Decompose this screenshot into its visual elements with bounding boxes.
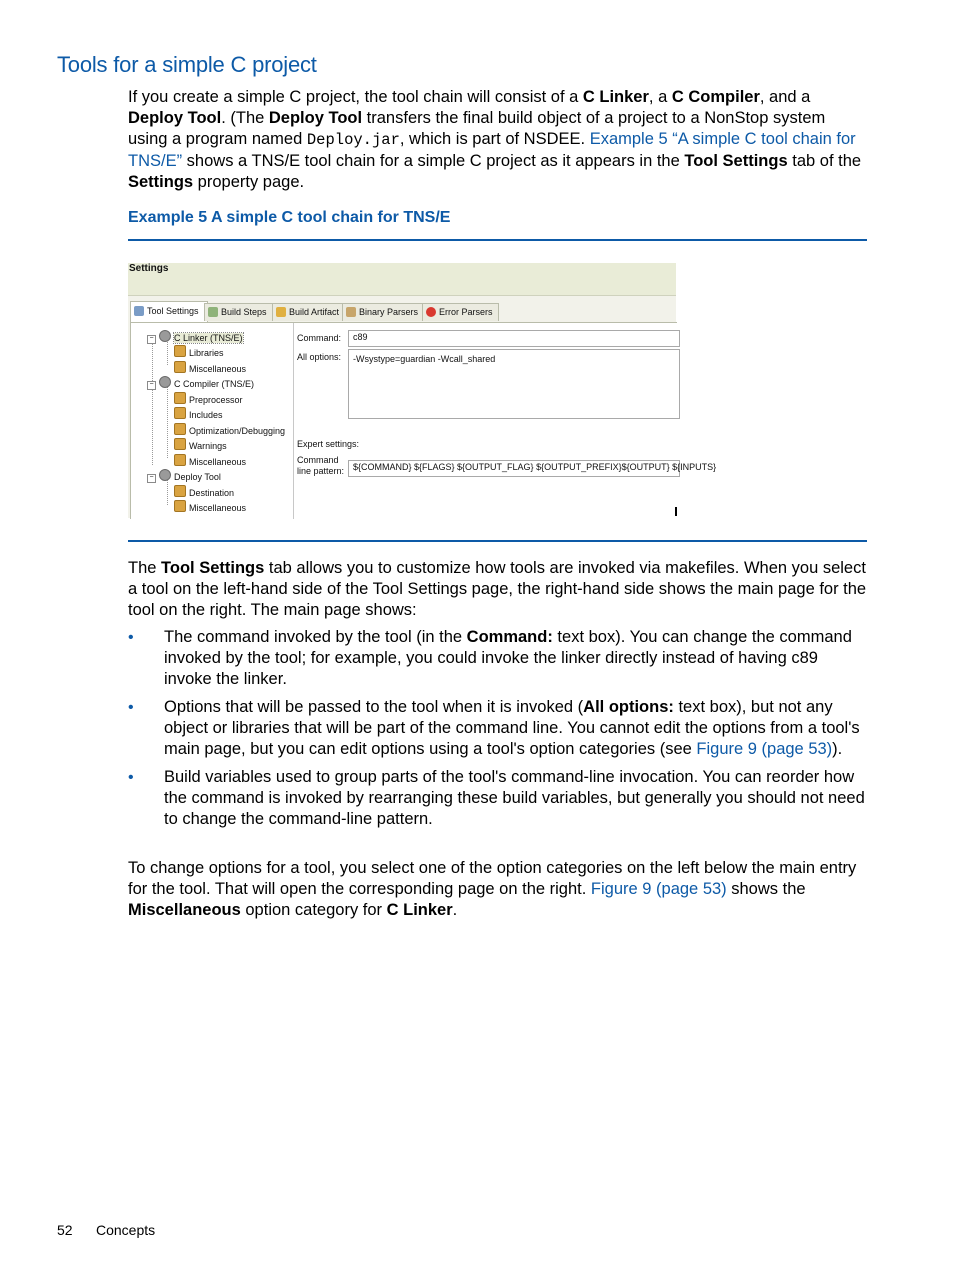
bullet-list (128, 627, 868, 837)
tree-item-miscellaneous[interactable]: Miscellaneous (174, 454, 246, 468)
list-item: • Build variables used to group parts of the tool's command-line invocation. You can reorder how the command is invoked by rearranging these build variables, but generally you should not need to change the command-line pattern. (128, 768, 865, 828)
build-steps-icon (208, 307, 218, 317)
list-item: • The command invoked by the tool (in the Command: text box). You can change the command invoked by the tool; for example, you could invoke the linker directly instead of having c89 invoke the linker. (128, 628, 852, 688)
text-cursor (675, 507, 677, 516)
option-category-icon (174, 454, 186, 466)
gear-icon (159, 469, 171, 481)
settings-header-title: Settings (129, 263, 169, 274)
tool-settings-panel (130, 322, 717, 519)
error-parsers-icon (426, 307, 436, 317)
tree-item-miscellaneous[interactable]: Miscellaneous (174, 361, 246, 375)
gear-icon (159, 376, 171, 388)
tree-item-c-compiler[interactable]: − C Compiler (TNS/E) (147, 376, 254, 390)
option-category-icon (174, 485, 186, 497)
example-bottom-rule (128, 540, 867, 542)
example-title: Example 5 A simple C tool chain for TNS/E (128, 209, 451, 226)
tree-item-preprocessor[interactable]: Preprocessor (174, 392, 243, 406)
option-category-icon (174, 407, 186, 419)
all-options-textbox: -Wsystype=guardian -Wcall_shared (348, 349, 680, 419)
option-category-icon (174, 345, 186, 357)
command-line-pattern-input[interactable]: ${COMMAND} ${FLAGS} ${OUTPUT_FLAG} ${OUTPUT_PREFIX}${OUTPUT} ${INPUTS} (348, 460, 680, 477)
figure-9-link[interactable]: Figure 9 (page 53) (590, 880, 727, 898)
body-paragraph-2: To change options for a tool, you select one of the option categories on the left below the main entry for the tool. That will open the corresponding page on the right. Figure 9 (page 53) shows the Miscellaneous option category for C Linker. (128, 859, 857, 919)
tree-connector (167, 386, 168, 458)
settings-body (128, 296, 717, 518)
tool-tree (131, 323, 294, 519)
command-input[interactable]: c89 (348, 330, 680, 347)
command-line-pattern-label: Command (297, 455, 339, 465)
tree-item-libraries[interactable]: Libraries (174, 345, 224, 359)
command-line-pattern-label-2: line pattern: (297, 466, 345, 476)
command-label: Command: (297, 333, 342, 343)
example-top-rule (128, 239, 867, 241)
section-heading: Tools for a simple C project (57, 52, 317, 77)
figure-9-link[interactable]: Figure 9 (page 53) (696, 740, 833, 758)
tree-connector (152, 339, 153, 465)
tab-error-parsers[interactable]: Error Parsers (422, 303, 499, 321)
option-category-icon (174, 361, 186, 373)
build-artifact-icon (276, 307, 286, 317)
expert-settings-label: Expert settings: (297, 439, 360, 449)
tab-binary-parsers[interactable]: Binary Parsers (342, 303, 426, 321)
tree-item-warnings[interactable]: Warnings (174, 438, 227, 452)
tree-item-miscellaneous[interactable]: Miscellaneous (174, 500, 246, 514)
collapse-icon[interactable]: − (147, 474, 156, 483)
collapse-icon[interactable]: − (147, 381, 156, 390)
gear-icon (159, 330, 171, 342)
footer-section-name: Concepts (96, 1222, 156, 1238)
bullet-icon: • (128, 699, 134, 716)
option-category-icon (174, 423, 186, 435)
intro-paragraph: If you create a simple C project, the tool chain will consist of a C Linker, a C Compiler, and a Deploy Tool. (The Deploy Tool transfers the final build object of a project to a NonStop system using a program named Deploy.jar, which is part of NSDEE. Example 5 “A simple C tool chain for TNS/E” shows a TNS/E tool chain for a simple C project as it appears in the Tool Settings tab of the Settings property page. (128, 88, 862, 191)
settings-screenshot-figure (128, 263, 717, 518)
body-paragraph-1: The Tool Settings tab allows you to customize how tools are invoked via makefiles. When you select a tool on the left-hand side of the Tool Settings page, the right-hand side shows the main page for the tool on the right. The main page shows: (128, 559, 867, 619)
tree-item-includes[interactable]: Includes (174, 407, 223, 421)
tree-item-destination[interactable]: Destination (174, 485, 234, 499)
tree-item-c-linker[interactable]: − C Linker (TNS/E) (147, 330, 243, 344)
option-category-icon (174, 438, 186, 450)
collapse-icon[interactable]: − (147, 335, 156, 344)
page-number: 52 (57, 1222, 73, 1238)
tree-item-optimization-debugging[interactable]: Optimization/Debugging (174, 423, 285, 437)
option-category-icon (174, 500, 186, 512)
tab-build-steps[interactable]: Build Steps (204, 303, 275, 321)
tab-build-artifact[interactable]: Build Artifact (272, 303, 345, 321)
option-category-icon (174, 392, 186, 404)
bullet-icon: • (128, 769, 134, 786)
settings-header (128, 263, 676, 296)
bullet-icon: • (128, 629, 134, 646)
example-5-link[interactable]: Example 5 “A simple C tool chain for TNS/E” (128, 130, 856, 170)
binary-parsers-icon (346, 307, 356, 317)
all-options-label: All options: (297, 352, 342, 362)
tab-tool-settings[interactable]: Tool Settings (130, 301, 208, 323)
tree-item-deploy-tool[interactable]: − Deploy Tool (147, 469, 221, 483)
tool-settings-icon (134, 306, 144, 316)
list-item: • Options that will be passed to the tool when it is invoked (All options: text box), but not any object or libraries that will be part of the command line. You cannot edit the options from a tool's main page, but you can edit options using a tool's option categories (see Figure 9 (page 53)). (128, 698, 860, 758)
